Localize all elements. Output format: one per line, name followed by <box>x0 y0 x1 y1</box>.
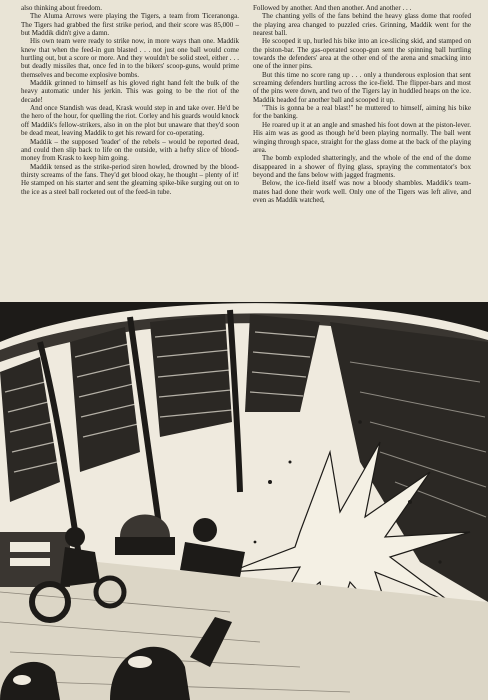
right-column <box>253 4 471 300</box>
paragraph: The Aluma Arrows were playing the Tigers, a team from Ticeranonga. The Tigers had grabbed the first strike period, and their score was 85,000 – but Maddik didn't give a damn. <box>21 12 239 38</box>
paragraph: He scooped it up, hurled his bike into an ice-slicing skid, and stamped on the piston-bar. The gas-operated scoop-gun sent the spinning ball hurtling towards the defenders' area at the other end of the arena and smacking into one of the inner pins. <box>253 37 471 71</box>
paragraph: His own team were ready to strike now, in more ways than one. Maddik knew that when the feed-in gun blasted . . . not just one ball would come hurtling out, but a score or more. And they wouldn't be solid steel, either . . . but deadly missiles that, once fed in to the bikers' scoop-guns, would prime themselves and become explosive bombs. <box>21 37 239 79</box>
article-text <box>21 4 471 300</box>
illustration-art <box>0 302 488 700</box>
paragraph: Maddik – the supposed 'leader' of the rebels – would be reported dead, and could then slip back to life on the outside, with a hefty slice of blood-money from Krask to keep him going. <box>21 137 239 163</box>
paragraph: Maddik grinned to himself as his gloved right hand felt the bulk of the heavy automatic under his jerkin. This was going to be the riot of the decade! <box>21 79 239 104</box>
paragraph: And once Standish was dead, Krask would step in and take over. He'd be the hero of the hour, for quelling the riot. Corley and his guards would knock off Maddik's fellow-strikers, also in on the plot but unaware that they'd soon be dead meat, leaving Maddik to get his reward for co-operating. <box>21 104 239 138</box>
paragraph: He roared up it at an angle and smashed his foot down at the piston-lever. His aim was as good as though he'd been playing normally. The ball went winging through space, straight for the glass dome at the back of the playing area. <box>253 120 471 154</box>
paragraph: But this time no score rang up . . . only a thunderous explosion that sent screaming defenders hurtling across the ice-field. The flipper-bars and most of the pins were down, and two of the Tigers lay in huddled heaps on the ice. Maddik headed for another ball and scooped it up. <box>253 70 471 104</box>
paragraph: Followed by another. And then another. And another . . . <box>253 4 412 12</box>
left-column <box>21 4 239 300</box>
paragraph: also thinking about freedom. <box>21 4 103 12</box>
paragraph: The bomb exploded shatteringly, and the whole of the end of the dome disappeared in a shower of flying glass, spraying the commentator's box beyond and the fans below with jagged fragments. <box>253 154 471 179</box>
paragraph: "This is gonna be a real blast!" he muttered to himself, aiming his bike for the banking. <box>253 104 471 121</box>
paragraph: Maddik tensed as the strike-period siren howled, drowned by the blood-thirsty screams of the fans. They'd get blood okay, he thought – plenty of it! He stamped on his starter and sent the gleaming spike-bike surging out on to the ice as a steel ball rocketed out of the feed-in tube. <box>21 162 239 196</box>
paragraph: The chanting yells of the fans behind the heavy glass dome that roofed the playing area changed to puzzled cries. Grinning, Maddik went for the nearest ball. <box>253 12 471 38</box>
paragraph: Below, the ice-field itself was now a bloody shambles. Maddik's team-mates had done their work well. Only one of the Tigers was left alive, and even as Maddik watched, <box>253 179 471 204</box>
arena-explosion-illustration <box>0 302 488 700</box>
